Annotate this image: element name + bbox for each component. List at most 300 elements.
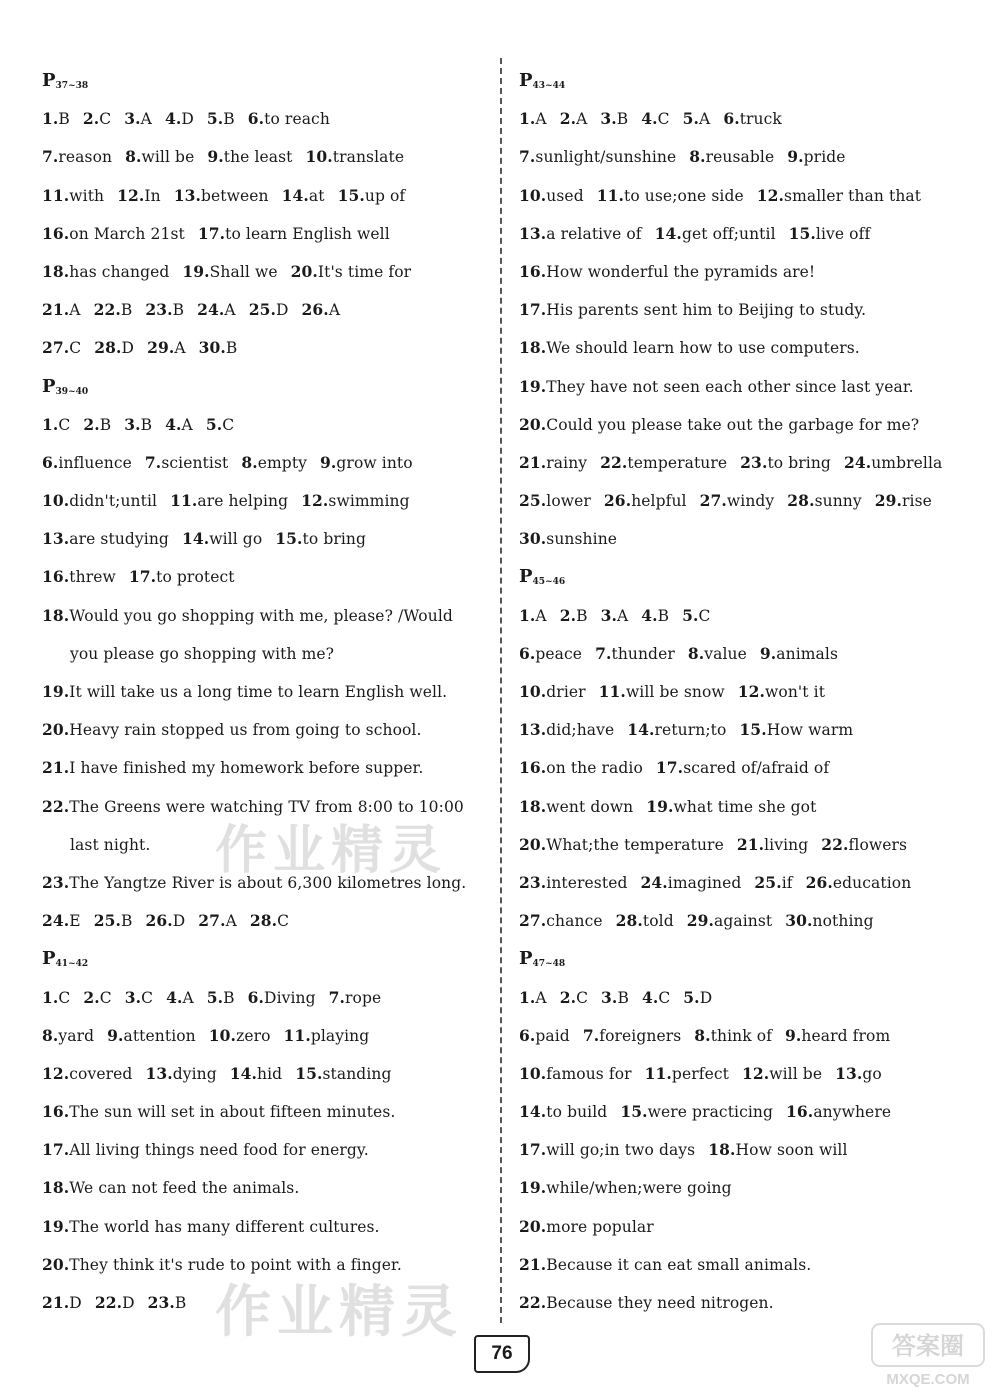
answer-text: A — [69, 301, 81, 320]
answer-text: umbrella — [871, 453, 943, 472]
answer-line — [519, 520, 969, 558]
question-number: 1. — [519, 109, 536, 129]
answer-item — [739, 721, 853, 739]
question-number: 6. — [247, 109, 265, 129]
question-number: 20. — [42, 1254, 70, 1274]
answer-item — [42, 1141, 369, 1159]
answer-item — [329, 989, 382, 1007]
answer-text: B — [58, 110, 70, 129]
answer-text: thunder — [611, 644, 675, 663]
question-number: 14. — [229, 1063, 258, 1083]
question-number: 6. — [42, 452, 59, 472]
question-number: 20. — [519, 1216, 547, 1236]
answer-text: We can not feed the animals. — [69, 1179, 300, 1198]
question-number: 13. — [42, 529, 70, 549]
answer-item — [519, 1027, 570, 1045]
answer-item — [165, 416, 193, 434]
answer-item — [117, 187, 161, 205]
answer-line — [42, 215, 492, 253]
answer-text: reusable — [705, 148, 775, 167]
answer-text: will go;in two days — [546, 1141, 696, 1160]
answer-text: are studying — [69, 530, 169, 549]
answer-text: chance — [546, 912, 603, 931]
answer-item — [301, 492, 410, 510]
answer-line — [42, 138, 492, 176]
page-range-heading — [42, 62, 492, 100]
question-number: 21. — [519, 1254, 547, 1274]
question-number: 27. — [198, 911, 226, 931]
answer-text: They think it's rude to point with a finger. — [69, 1255, 402, 1274]
answer-item — [42, 568, 116, 586]
answer-item — [740, 454, 831, 472]
answer-text: went down — [546, 797, 634, 816]
answer-item — [42, 1103, 395, 1121]
answer-text: scientist — [161, 453, 229, 472]
answer-item — [519, 378, 914, 396]
answer-text: How soon will — [735, 1141, 848, 1160]
answer-line — [42, 864, 492, 902]
answer-text: All living things need food for energy. — [69, 1141, 369, 1160]
answer-text: B — [172, 301, 185, 320]
answer-text: windy — [726, 492, 775, 511]
question-number: 18. — [519, 338, 547, 358]
answer-line — [42, 788, 492, 826]
answer-text: A — [699, 110, 711, 129]
question-number: 5. — [682, 605, 699, 625]
question-number: 16. — [42, 223, 70, 243]
heading-range: 43~44 — [532, 81, 566, 91]
answer-text: famous for — [546, 1064, 632, 1083]
answer-text: a relative of — [546, 224, 642, 243]
answer-text: B — [225, 339, 238, 358]
answer-text: influence — [58, 453, 132, 472]
answer-text: rope — [345, 988, 382, 1007]
answer-text: D — [699, 988, 713, 1007]
page-number: 76 — [474, 1335, 530, 1373]
question-number: 18. — [708, 1140, 736, 1160]
answer-text: D — [172, 912, 186, 931]
answer-text: B — [223, 988, 235, 1007]
question-number: 11. — [170, 491, 198, 511]
answer-text: The sun will set in about fifteen minutes. — [69, 1103, 396, 1122]
answer-item — [595, 645, 675, 663]
answer-line — [42, 1246, 492, 1284]
answer-item — [129, 568, 235, 586]
answer-text: A — [576, 110, 588, 129]
answer-text: covered — [69, 1064, 133, 1083]
answer-item — [519, 110, 547, 128]
question-number: 3. — [124, 109, 141, 129]
answer-text: to reach — [264, 110, 330, 129]
answer-text: I have finished my homework before supper. — [69, 759, 424, 778]
question-number: 15. — [739, 720, 767, 740]
page-range-heading — [42, 940, 492, 978]
question-number: 21. — [42, 758, 70, 778]
answer-text: anywhere — [813, 1103, 892, 1122]
answer-text: live off — [815, 224, 871, 243]
answer-text: scared of/afraid of — [683, 759, 830, 778]
answer-item — [875, 492, 932, 510]
question-number: 11. — [596, 185, 624, 205]
answer-line — [42, 979, 492, 1017]
heading-range: 41~42 — [55, 959, 89, 970]
answer-text: D — [276, 301, 289, 320]
answer-line — [42, 177, 492, 215]
question-number: 16. — [42, 567, 70, 587]
answer-text: The Yangtze River is about 6,300 kilometres long. — [69, 873, 467, 892]
answer-text: C — [141, 988, 154, 1007]
question-number: 11. — [598, 682, 626, 701]
answer-item — [182, 263, 277, 281]
answer-item — [786, 1103, 891, 1121]
question-number: 3. — [600, 605, 617, 625]
heading-letter: P — [519, 70, 533, 91]
answer-text: on the radio — [546, 759, 643, 778]
question-number: 5. — [682, 109, 700, 129]
page-range-heading — [42, 368, 492, 406]
answer-item — [42, 110, 70, 128]
answer-text: at — [308, 186, 325, 205]
answer-item — [42, 1294, 82, 1312]
answer-item — [284, 1027, 370, 1045]
question-number: 14. — [627, 720, 655, 740]
answer-text: imagined — [667, 873, 742, 892]
answer-item — [760, 645, 838, 663]
answer-item — [42, 836, 150, 854]
question-number: 27. — [42, 338, 70, 358]
answer-item — [519, 836, 724, 854]
question-number: 10. — [519, 682, 547, 701]
question-number: 7. — [328, 987, 346, 1007]
question-number: 19. — [519, 376, 547, 396]
answer-text: A — [224, 301, 236, 320]
answer-text: truck — [739, 110, 782, 129]
answer-item — [601, 607, 629, 625]
question-number: 4. — [641, 605, 658, 625]
answer-text: the least — [223, 148, 293, 167]
answer-text: A — [140, 110, 152, 129]
answer-item — [688, 645, 747, 663]
answer-line — [42, 1017, 492, 1055]
question-number: 20. — [519, 414, 547, 434]
answer-line — [519, 979, 969, 1017]
answer-text: between — [201, 186, 269, 205]
question-number: 16. — [519, 758, 547, 778]
heading-letter: P — [42, 70, 56, 91]
answer-item — [844, 454, 942, 472]
answer-text: yard — [58, 1026, 95, 1045]
answer-item — [95, 1294, 135, 1312]
answer-item — [206, 416, 234, 434]
answer-text: A — [225, 912, 237, 931]
answer-item — [42, 225, 185, 243]
answer-item — [560, 607, 588, 625]
answer-item — [182, 530, 262, 548]
answer-item — [248, 989, 316, 1007]
answer-item — [683, 110, 711, 128]
answer-item — [519, 1179, 732, 1197]
answer-text: A — [182, 988, 194, 1007]
answer-item — [147, 339, 186, 357]
answer-column-left — [42, 62, 492, 1322]
question-number: 17. — [197, 223, 226, 243]
answer-item — [600, 110, 628, 128]
answer-item — [642, 989, 670, 1007]
answer-text: C — [58, 415, 71, 434]
answer-text: C — [698, 606, 711, 625]
answer-text: will go — [209, 530, 263, 549]
question-number: 12. — [741, 1063, 770, 1083]
answer-item — [145, 1065, 216, 1083]
answer-item — [689, 148, 774, 166]
question-number: 12. — [737, 682, 766, 701]
answer-text: B — [576, 606, 588, 625]
question-number: 29. — [874, 491, 903, 511]
answer-item — [641, 110, 669, 128]
question-number: 7. — [582, 1025, 600, 1045]
answer-item — [42, 798, 464, 816]
question-number: 14. — [519, 1102, 547, 1122]
answer-item — [519, 683, 586, 701]
answer-line — [519, 1093, 969, 1131]
question-number: 22. — [93, 300, 121, 320]
answer-item — [519, 1218, 654, 1236]
answer-line — [519, 138, 969, 176]
answer-text: to bring — [767, 453, 831, 472]
answer-text: empty — [257, 453, 308, 472]
answer-item — [42, 912, 81, 930]
answer-item — [645, 1065, 729, 1083]
answer-text: A — [181, 415, 193, 434]
answer-line — [519, 444, 969, 482]
answer-text: How wonderful the pyramids are! — [546, 262, 816, 281]
answer-text: C — [99, 110, 112, 129]
answer-text: We should learn how to use computers. — [546, 339, 860, 358]
answer-text: more popular — [546, 1217, 654, 1236]
answer-line — [42, 558, 492, 596]
question-number: 10. — [208, 1025, 237, 1045]
answer-line — [519, 329, 969, 367]
answer-item — [248, 110, 330, 128]
question-number: 4. — [166, 987, 183, 1007]
question-number: 12. — [42, 1063, 70, 1083]
answer-item — [738, 683, 825, 701]
answer-item — [174, 187, 269, 205]
answer-item — [291, 263, 412, 281]
answer-line — [519, 635, 969, 673]
answer-text: will be — [769, 1064, 823, 1083]
question-number: 10. — [42, 491, 70, 511]
question-number: 25. — [93, 911, 121, 931]
answer-line — [519, 788, 969, 826]
answer-item — [42, 187, 104, 205]
heading-range: 39~40 — [55, 386, 89, 397]
question-number: 25. — [248, 300, 276, 320]
question-number: 10. — [305, 147, 333, 167]
answer-text: with — [69, 186, 105, 205]
answer-line — [42, 673, 492, 711]
answer-line — [42, 253, 492, 291]
answer-item — [683, 989, 712, 1007]
answer-text: Diving — [264, 988, 316, 1007]
answer-line — [519, 597, 969, 635]
question-number: 8. — [687, 643, 705, 663]
answer-line — [519, 406, 969, 444]
answer-item — [249, 301, 289, 319]
answer-text: were practicing — [647, 1103, 774, 1122]
question-number: 5. — [683, 987, 700, 1007]
answer-item — [519, 148, 676, 166]
answer-item — [42, 339, 81, 357]
question-number: 26. — [603, 491, 632, 511]
answer-item — [94, 339, 134, 357]
answer-item — [207, 148, 292, 166]
answer-line — [519, 749, 969, 787]
answer-line — [519, 291, 969, 329]
answer-item — [787, 492, 861, 510]
question-number: 24. — [197, 300, 225, 320]
answer-text: nothing — [812, 912, 874, 931]
answer-text: to use;one side — [624, 186, 744, 205]
answer-line — [519, 1169, 969, 1207]
answer-item — [785, 1027, 890, 1045]
answer-item — [83, 110, 111, 128]
heading-range: 47~48 — [532, 959, 566, 970]
question-number: 8. — [694, 1025, 711, 1045]
question-number: 5. — [206, 987, 224, 1007]
answer-text: will be snow — [625, 683, 725, 701]
answer-item — [519, 1256, 811, 1274]
answer-line — [42, 826, 492, 864]
answer-line — [519, 253, 969, 291]
answer-text: In — [144, 186, 161, 205]
answer-item — [700, 492, 775, 510]
answer-item — [42, 645, 334, 663]
answer-item — [519, 263, 815, 281]
answer-item — [124, 416, 152, 434]
answer-line — [519, 1284, 969, 1322]
answer-item — [627, 721, 726, 739]
question-number: 27. — [519, 911, 547, 931]
answer-item — [519, 454, 587, 472]
question-number: 24. — [640, 872, 668, 892]
answer-item — [742, 1065, 822, 1083]
question-number: 24. — [843, 452, 872, 472]
answer-item — [519, 798, 633, 816]
answer-text: sunny — [814, 492, 862, 511]
answer-line — [42, 1284, 492, 1322]
question-number: 25. — [754, 872, 782, 892]
question-number: 28. — [249, 911, 278, 931]
watermark-stamp-top: 作业精灵 — [215, 821, 448, 881]
answer-item — [338, 187, 406, 205]
answer-item — [599, 683, 725, 701]
answer-item — [166, 989, 194, 1007]
answer-item — [83, 989, 111, 1007]
answer-item — [170, 492, 288, 510]
answer-item — [199, 339, 238, 357]
answer-text: living — [764, 835, 809, 854]
question-number: 30. — [519, 529, 547, 549]
answer-line — [519, 1131, 969, 1169]
answer-item — [646, 798, 816, 816]
answer-line — [42, 520, 492, 558]
answer-text: B — [174, 1294, 187, 1312]
answer-line — [42, 1169, 492, 1207]
question-number: 11. — [283, 1025, 311, 1045]
answer-text: standing — [322, 1064, 392, 1083]
answer-item — [42, 263, 169, 281]
answer-line — [519, 826, 969, 864]
answer-text: sunlight/sunshine — [535, 148, 677, 167]
question-number: 9. — [787, 147, 804, 167]
answer-item — [295, 1065, 391, 1083]
answer-item — [687, 912, 773, 930]
question-number: 1. — [42, 414, 59, 434]
question-number: 9. — [785, 1025, 802, 1045]
answer-line — [42, 1208, 492, 1246]
answer-item — [207, 110, 235, 128]
question-number: 19. — [42, 682, 70, 701]
answer-text: C — [657, 110, 670, 129]
answer-text: are helping — [197, 492, 289, 511]
question-number: 2. — [83, 987, 100, 1007]
answer-text: B — [616, 110, 629, 129]
answer-text: temperature — [627, 453, 728, 472]
answer-item — [42, 1027, 94, 1045]
question-number: 21. — [736, 834, 765, 854]
question-number: 23. — [145, 300, 173, 320]
answer-text: His parents sent him to Beijing to study. — [546, 301, 867, 320]
answer-text: The world has many different cultures. — [69, 1217, 380, 1236]
question-number: 27. — [699, 491, 727, 511]
question-number: 15. — [788, 223, 816, 243]
answer-text: rise — [902, 492, 932, 511]
question-number: 12. — [117, 185, 145, 205]
question-number: 9. — [107, 1025, 124, 1045]
question-number: 17. — [128, 567, 157, 587]
answer-text: Because it can eat small animals. — [546, 1255, 812, 1274]
answer-item — [197, 301, 236, 319]
question-number: 30. — [198, 338, 226, 358]
question-number: 10. — [519, 185, 547, 205]
question-number: 26. — [805, 872, 833, 892]
question-number: 19. — [646, 796, 674, 816]
answer-item — [241, 454, 307, 472]
answer-text: C — [99, 988, 112, 1007]
question-number: 18. — [42, 261, 70, 281]
question-number: 13. — [835, 1063, 863, 1083]
question-number: 22. — [519, 1293, 547, 1312]
answer-text: B — [120, 301, 133, 320]
question-number: 19. — [519, 1178, 547, 1198]
answer-item — [519, 759, 643, 777]
answer-item — [604, 492, 687, 510]
answer-item — [560, 110, 588, 128]
question-number: 1. — [42, 987, 59, 1007]
answer-text: grow into — [336, 453, 413, 472]
page-range-heading — [519, 940, 969, 978]
answer-text: peace — [535, 644, 583, 663]
answer-item — [42, 1179, 299, 1197]
answer-item — [616, 912, 674, 930]
answer-text: What;the temperature — [546, 835, 724, 854]
question-number: 30. — [785, 911, 813, 931]
answer-line — [42, 1131, 492, 1169]
answer-item — [145, 454, 228, 472]
answer-text: B — [99, 415, 112, 434]
answer-text: while/when;were going — [546, 1179, 732, 1198]
